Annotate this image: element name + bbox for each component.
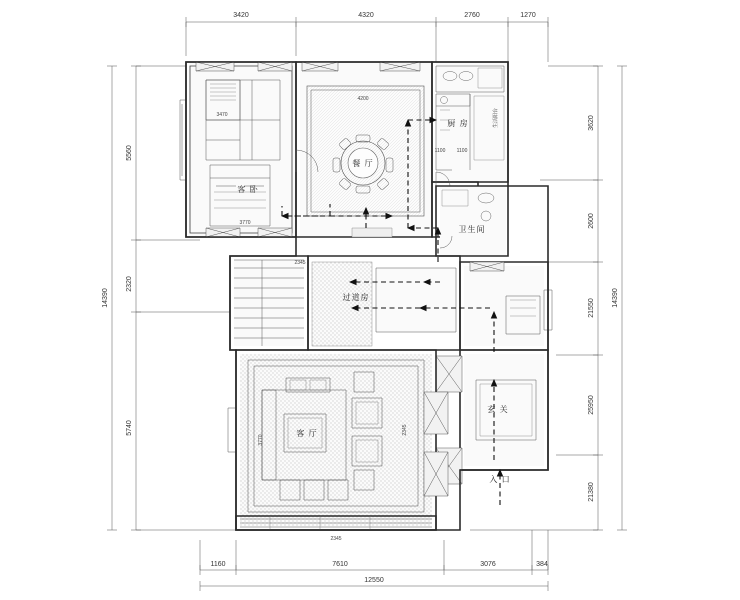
room-label-entrance: 入 口 <box>489 475 511 484</box>
dim-bottom-1: 1160 <box>210 561 226 568</box>
room-label-kitchen: 厨 房 <box>447 119 469 128</box>
dimension-chain-bottom <box>200 530 548 591</box>
dim-top-3: 2760 <box>464 12 480 19</box>
label-balcony: 生活阳台 <box>493 107 499 129</box>
dim-interior-1100b: 1100 <box>456 148 468 154</box>
room-label-bathroom: 卫生间 <box>458 225 486 234</box>
dimension-chain-right-outer <box>612 66 627 530</box>
dim-top-1: 3420 <box>233 12 249 19</box>
room-label-study: 过道房 <box>342 293 370 302</box>
dim-interior-3470: 3470 <box>216 112 228 118</box>
dim-bottom-2: 7610 <box>332 561 348 568</box>
dimension-chain-top <box>186 12 548 62</box>
zone-bathroom <box>436 186 508 256</box>
dim-top-2: 4320 <box>358 12 374 19</box>
dimension-chain-left-outer <box>102 66 117 530</box>
dim-right-3: 21550 <box>588 298 595 318</box>
dim-left-total: 14390 <box>102 288 109 308</box>
dim-right-4: 25950 <box>588 395 595 415</box>
dim-top-4: 1270 <box>520 12 536 19</box>
dim-right-total: 14390 <box>612 288 619 308</box>
dim-right-5: 21380 <box>588 482 595 502</box>
dim-right-1: 3620 <box>588 115 595 131</box>
room-label-living: 客 厅 <box>296 429 318 438</box>
zone-living <box>228 350 448 542</box>
dim-interior-1100a: 1100 <box>434 148 446 154</box>
dim-left-3: 5740 <box>126 420 133 436</box>
dim-interior-extra: 3770 <box>258 434 264 446</box>
zone-dining <box>296 62 432 237</box>
dim-interior-small: 2345 <box>330 536 342 542</box>
dim-bottom-4: 384 <box>536 561 548 568</box>
dim-interior-2345b: 2345 <box>294 260 306 266</box>
zone-stair-corridor <box>230 256 460 350</box>
dim-bottom-total: 12550 <box>364 577 384 584</box>
dim-left-1: 5560 <box>126 145 133 161</box>
dim-bottom-3: 3076 <box>480 561 496 568</box>
room-label-foyer: 玄 关 <box>487 405 509 414</box>
dim-right-2: 2600 <box>588 213 595 229</box>
room-label-dining: 餐 厅 <box>352 159 374 168</box>
zone-master-bedroom <box>180 62 296 237</box>
room-label-master-bedroom: 客 卧 <box>237 185 259 194</box>
dim-interior-2345: 2345 <box>402 424 408 436</box>
dim-interior-3770: 3770 <box>239 220 251 226</box>
dim-interior-4200: 4200 <box>357 96 369 102</box>
zone-foyer <box>436 350 548 484</box>
zone-right-room <box>460 262 552 350</box>
dim-left-2: 2320 <box>126 276 133 292</box>
